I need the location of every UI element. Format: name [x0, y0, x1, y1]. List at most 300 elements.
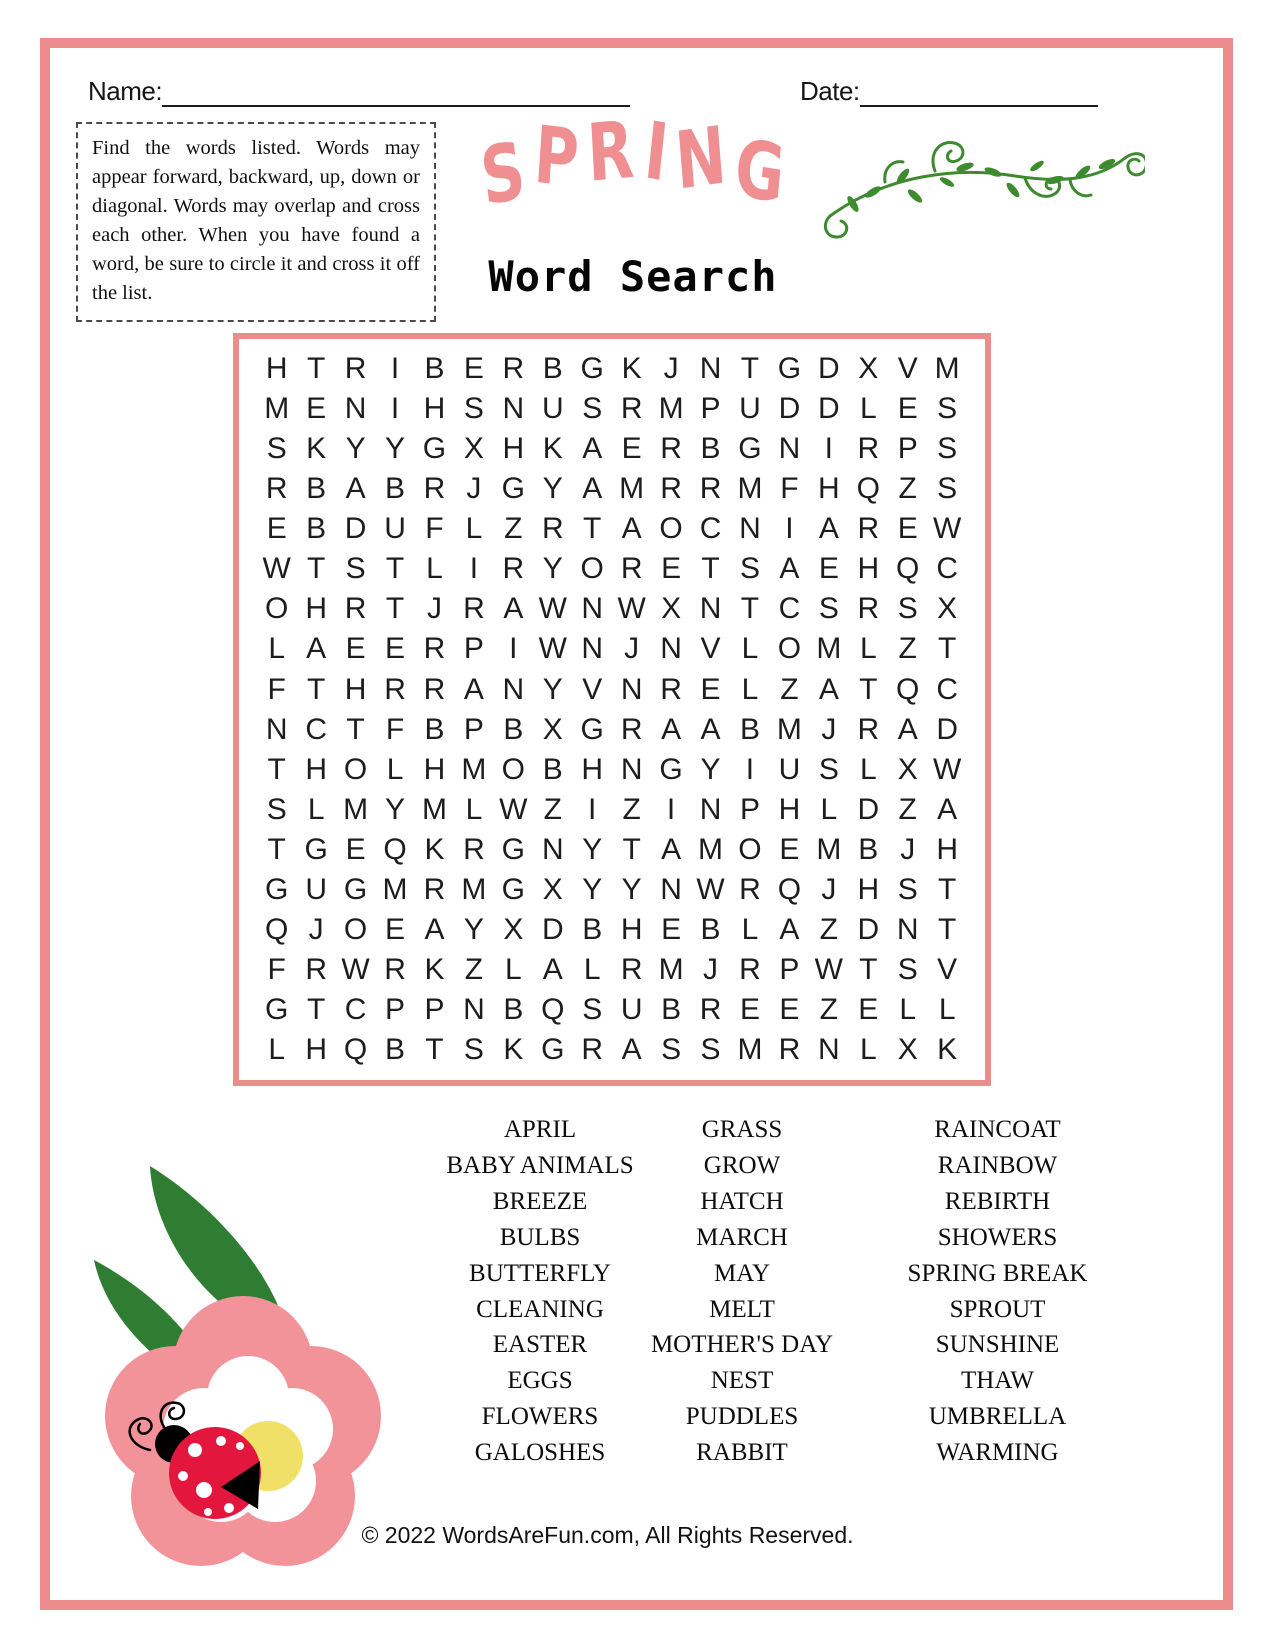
page-subtitle: Word Search [488, 252, 778, 301]
date-input-line[interactable] [860, 81, 1098, 107]
grid-row [257, 670, 967, 710]
grid-letter: K [503, 1033, 524, 1067]
grid-letter: G [501, 872, 526, 906]
grid-letter: N [463, 993, 485, 1027]
grid-letter: H [581, 752, 604, 786]
grid-letter: Q [383, 832, 407, 866]
word-item: MOTHER'S DAY [650, 1331, 834, 1359]
grid-letter: A [621, 512, 642, 546]
grid-letter: M [737, 472, 763, 506]
grid-letter: W [814, 952, 843, 986]
grid-letter: W [262, 552, 291, 586]
grid-letter: P [385, 993, 406, 1027]
grid-letter: D [818, 352, 840, 386]
grid-letter: K [424, 952, 445, 986]
grid-letter: G [501, 472, 526, 506]
grid-letter: R [739, 872, 761, 906]
grid-letter: L [938, 993, 956, 1027]
grid-letter: A [542, 952, 563, 986]
grid-letter: H [818, 472, 840, 506]
grid-letter: E [306, 392, 327, 426]
grid-letter: G [738, 432, 762, 466]
title-letter: G [731, 122, 789, 222]
grid-letter: F [780, 472, 799, 506]
grid-letter: R [463, 592, 485, 626]
grid-letter: L [859, 632, 877, 666]
grid-letter: R [305, 952, 327, 986]
grid-letter: B [700, 912, 721, 946]
grid-letter: C [936, 552, 958, 586]
word-item: GALOSHES [474, 1439, 606, 1467]
grid-letter: B [542, 352, 563, 386]
grid-letter: G [304, 832, 328, 866]
grid-letter: H [265, 352, 288, 386]
grid-letter: U [384, 512, 406, 546]
word-search-grid [233, 333, 991, 1086]
grid-letter: O [343, 752, 368, 786]
grid-letter: B [424, 712, 445, 746]
grid-letter: W [696, 872, 725, 906]
grid-letter: W [341, 952, 370, 986]
grid-letter: X [661, 592, 682, 626]
grid-letter: X [897, 752, 918, 786]
grid-letter: S [582, 392, 603, 426]
name-input-line[interactable] [162, 81, 630, 107]
grid-letter: N [620, 672, 643, 706]
grid-row [257, 830, 967, 870]
grid-letter: K [937, 1033, 958, 1067]
grid-letter: T [306, 993, 326, 1027]
word-item: RAINBOW [937, 1151, 1058, 1179]
grid-letter: L [741, 912, 759, 946]
grid-letter: W [499, 792, 528, 826]
grid-letter: J [426, 592, 442, 626]
grid-letter: R [384, 952, 406, 986]
word-item: BULBS [499, 1223, 581, 1251]
grid-letter: R [344, 352, 367, 386]
word-item: MAY [713, 1259, 771, 1287]
grid-letter: J [703, 952, 719, 986]
grid-letter: S [818, 752, 839, 786]
grid-letter: K [621, 352, 642, 386]
grid-letter: R [699, 472, 722, 506]
grid-letter: I [469, 552, 479, 586]
grid-letter: I [390, 392, 400, 426]
grid-letter: A [306, 632, 327, 666]
grid-letter: E [266, 512, 287, 546]
grid-letter: B [503, 712, 524, 746]
grid-letter: J [308, 912, 324, 946]
grid-letter: R [423, 672, 446, 706]
grid-letter: Z [504, 512, 523, 546]
grid-letter: R [857, 432, 880, 466]
grid-letter: R [699, 993, 722, 1027]
grid-letter: E [818, 552, 839, 586]
word-item: GRASS [701, 1116, 783, 1143]
grid-letter: I [666, 792, 676, 826]
grid-letter: L [859, 752, 877, 786]
grid-letter: H [305, 592, 327, 626]
grid-letter: B [700, 432, 721, 466]
word-item: PUDDLES [685, 1403, 799, 1431]
grid-letter: E [897, 392, 918, 426]
grid-letter: O [659, 512, 683, 546]
grid-letter: N [502, 672, 525, 706]
grid-letter: T [937, 872, 957, 906]
grid-letter: N [778, 432, 801, 466]
grid-letter: A [897, 712, 918, 746]
grid-letter: P [463, 632, 484, 666]
grid-letter: Y [582, 832, 603, 866]
page-title [468, 104, 798, 236]
grid-row [257, 549, 967, 589]
word-item: BREEZE [492, 1187, 588, 1215]
grid-letter: Q [541, 993, 565, 1027]
word-item: CLEANING [476, 1295, 604, 1323]
grid-letter: Y [542, 672, 563, 706]
grid-letter: S [266, 792, 287, 826]
word-item: THAW [961, 1367, 1034, 1395]
grid-letter: S [818, 592, 839, 626]
grid-letter: Y [542, 472, 563, 506]
grid-letter: G [777, 352, 802, 386]
grid-letter: M [658, 952, 684, 986]
grid-letter: B [661, 993, 682, 1027]
name-label: Name: [88, 76, 163, 106]
grid-letter: I [824, 432, 834, 466]
grid-letter: L [741, 632, 759, 666]
grid-letter: E [858, 993, 879, 1027]
grid-letter: E [385, 912, 406, 946]
grid-letter: E [345, 832, 366, 866]
grid-letter: B [385, 472, 406, 506]
grid-letter: Y [385, 792, 406, 826]
grid-letter: R [778, 1033, 801, 1067]
grid-letter: I [588, 792, 597, 826]
grid-letter: C [778, 592, 801, 626]
grid-row [257, 870, 967, 910]
grid-row [257, 710, 967, 750]
grid-letter: H [857, 872, 880, 906]
grid-letter: J [466, 472, 482, 506]
grid-letter: V [700, 632, 721, 666]
grid-letter: K [306, 432, 327, 466]
grid-letter: M [776, 712, 802, 746]
copyright-text: © 2022 WordsAreFun.com, All Rights Reserved. [361, 1522, 854, 1548]
grid-letter: W [932, 512, 962, 546]
grid-letter: M [619, 472, 645, 506]
grid-letter: T [583, 512, 602, 546]
grid-letter: T [267, 832, 286, 866]
grid-letter: L [741, 672, 759, 706]
word-item: SHOWERS [937, 1223, 1058, 1251]
grid-letter: S [937, 392, 958, 426]
grid-letter: P [700, 392, 721, 426]
grid-letter: H [344, 672, 367, 706]
word-item: SPROUT [949, 1295, 1046, 1323]
grid-letter: H [857, 552, 880, 586]
grid-letter: N [660, 632, 682, 666]
grid-letter: X [542, 712, 563, 746]
grid-letter: M [421, 792, 447, 826]
grid-letter: S [937, 432, 958, 466]
grid-row [257, 990, 967, 1030]
grid-row [257, 950, 967, 990]
grid-letter: Z [898, 472, 917, 506]
grid-letter: L [899, 993, 917, 1027]
grid-letter: S [897, 952, 918, 986]
grid-letter: D [541, 912, 564, 946]
grid-letter: R [660, 472, 682, 506]
grid-letter: N [581, 632, 604, 666]
grid-letter: D [936, 712, 958, 746]
grid-letter: T [859, 672, 878, 706]
grid-letter: D [778, 392, 801, 426]
grid-letter: X [542, 872, 563, 906]
grid-letter: N [896, 912, 919, 946]
word-item: EGGS [507, 1367, 573, 1395]
grid-letter: N [699, 792, 722, 826]
title-letter: R [584, 104, 636, 201]
grid-letter: E [463, 352, 484, 386]
grid-letter: P [779, 952, 800, 986]
grid-letter: N [581, 592, 604, 626]
grid-letter: A [779, 912, 800, 946]
grid-letter: E [385, 632, 406, 666]
grid-letter: A [661, 712, 682, 746]
grid-letter: X [858, 352, 879, 386]
word-item: MELT [709, 1295, 775, 1323]
grid-letter: G [580, 352, 604, 386]
word-list-column-3 [876, 1112, 1119, 1471]
grid-letter: B [858, 832, 879, 866]
grid-letter: G [580, 712, 604, 746]
grid-letter: A [700, 712, 721, 746]
grid-letter: S [661, 1033, 682, 1067]
grid-letter: H [502, 432, 525, 466]
grid-letter: R [620, 712, 643, 746]
grid-letter: R [502, 352, 525, 386]
grid-letter: J [821, 872, 837, 906]
grid-letter: G [501, 832, 526, 866]
instructions-box: Find the words listed. Words may appear forward, backward, up, down or diagonal. Words may overlap and cross each other. When you have found a word, be sure to circle it and cross it off the list. [76, 122, 436, 322]
grid-letter: F [385, 712, 405, 746]
word-item: MARCH [696, 1223, 788, 1251]
word-item: SPRING BREAK [907, 1259, 1088, 1287]
grid-letter: T [267, 752, 286, 786]
word-item: BABY ANIMALS [446, 1151, 634, 1179]
date-label: Date: [800, 76, 860, 106]
grid-letter: A [424, 912, 445, 946]
grid-letter: N [265, 712, 288, 746]
grid-letter: B [424, 352, 445, 386]
grid-letter: X [937, 592, 958, 626]
grid-letter: R [541, 512, 564, 546]
grid-letter: R [423, 872, 446, 906]
grid-letter: A [661, 832, 682, 866]
grid-letter: X [897, 1033, 918, 1067]
grid-letter: R [620, 952, 643, 986]
grid-letter: T [937, 912, 957, 946]
grid-letter: H [305, 1033, 327, 1067]
grid-letter: S [937, 472, 958, 506]
date-field-row [800, 76, 1098, 107]
grid-letter: C [344, 993, 367, 1027]
grid-letter: Q [265, 912, 289, 946]
grid-letter: M [934, 352, 960, 386]
grid-letter: E [621, 432, 642, 466]
grid-letter: E [779, 993, 800, 1027]
grid-letter: Q [856, 472, 880, 506]
grid-letter: R [620, 392, 643, 426]
grid-row [257, 589, 967, 629]
grid-letter: R [857, 712, 880, 746]
grid-letter: B [542, 752, 563, 786]
grid-letter: L [859, 392, 877, 426]
grid-letter: U [305, 872, 327, 906]
grid-letter: B [582, 912, 603, 946]
word-item: APRIL [503, 1116, 577, 1143]
grid-letter: A [582, 472, 603, 506]
grid-letter: S [463, 392, 484, 426]
word-item: WARMING [936, 1439, 1059, 1467]
grid-letter: X [503, 912, 524, 946]
grid-letter: N [699, 352, 722, 386]
grid-letter: S [463, 1033, 484, 1067]
grid-letter: T [937, 632, 957, 666]
grid-row [257, 790, 967, 830]
grid-letter: E [779, 832, 800, 866]
grid-letter: N [660, 872, 682, 906]
grid-letter: Z [898, 792, 917, 826]
grid-letter: R [660, 432, 682, 466]
grid-letter: E [345, 632, 366, 666]
grid-letter: T [346, 712, 365, 746]
grid-letter: Y [621, 872, 642, 906]
grid-letter: L [465, 512, 483, 546]
grid-letter: E [661, 552, 682, 586]
grid-letter: Z [819, 993, 838, 1027]
grid-letter: M [382, 872, 408, 906]
grid-letter: S [739, 552, 760, 586]
title-letter: P [530, 109, 581, 207]
grid-letter: M [461, 752, 487, 786]
title-letter: N [672, 109, 730, 209]
grid-letter: P [897, 432, 918, 466]
grid-letter: D [818, 392, 840, 426]
grid-letter: A [621, 1033, 642, 1067]
grid-letter: R [423, 632, 446, 666]
grid-letter: R [857, 592, 880, 626]
grid-letter: D [344, 512, 367, 546]
grid-letter: K [424, 832, 445, 866]
grid-letter: R [581, 1033, 604, 1067]
title-letter: I [640, 104, 673, 201]
grid-letter: W [617, 592, 646, 626]
grid-letter: R [265, 472, 288, 506]
grid-letter: R [502, 552, 525, 586]
grid-letter: M [698, 832, 724, 866]
grid-letter: I [390, 352, 400, 386]
grid-letter: U [739, 392, 761, 426]
grid-letter: V [582, 672, 603, 706]
word-item: REBIRTH [944, 1187, 1051, 1215]
grid-letter: I [745, 752, 755, 786]
grid-letter: B [739, 712, 760, 746]
grid-letter: H [423, 752, 446, 786]
grid-letter: N [344, 392, 367, 426]
grid-letter: T [425, 1033, 444, 1067]
grid-letter: C [699, 512, 722, 546]
grid-letter: Z [898, 632, 917, 666]
grid-letter: H [423, 392, 446, 426]
grid-letter: E [661, 912, 682, 946]
grid-letter: T [740, 352, 760, 386]
grid-letter: V [937, 952, 958, 986]
grid-letter: A [937, 792, 958, 826]
grid-letter: G [265, 993, 289, 1027]
grid-letter: T [740, 592, 760, 626]
grid-letter: T [306, 672, 326, 706]
grid-letter: M [816, 632, 842, 666]
title-block [468, 104, 798, 301]
grid-letter: J [821, 712, 837, 746]
grid-letter: T [385, 552, 405, 586]
grid-letter: J [900, 832, 916, 866]
grid-letter: E [739, 993, 760, 1027]
grid-letter: O [343, 912, 368, 946]
grid-letter: A [818, 672, 839, 706]
word-list-column-2 [632, 1112, 852, 1471]
grid-letter: S [897, 592, 918, 626]
grid-letter: A [818, 512, 839, 546]
grid-letter: W [538, 592, 567, 626]
grid-letter: L [465, 792, 483, 826]
grid-letter: A [463, 672, 484, 706]
word-item: RAINCOAT [934, 1116, 1061, 1143]
grid-letter: G [265, 872, 289, 906]
grid-letter: D [857, 912, 880, 946]
word-item: EASTER [492, 1331, 588, 1359]
flower-illustration [58, 1138, 403, 1568]
grid-letter: R [384, 672, 406, 706]
grid-letter: T [385, 592, 405, 626]
grid-letter: T [306, 352, 326, 386]
grid-letter: L [426, 552, 443, 586]
grid-letter: Y [542, 552, 563, 586]
grid-letter: R [423, 472, 446, 506]
grid-letter: U [778, 752, 801, 786]
grid-letter: I [509, 632, 518, 666]
grid-letter: Y [385, 432, 406, 466]
grid-letter: L [859, 1033, 877, 1067]
vine-icon [815, 118, 1145, 268]
grid-letter: M [816, 832, 842, 866]
grid-letter: Q [343, 1033, 368, 1067]
grid-letter: N [620, 752, 643, 786]
grid-letter: O [738, 832, 762, 866]
grid-letter: O [777, 632, 802, 666]
grid-letter: L [268, 1033, 286, 1067]
grid-letter: S [345, 552, 366, 586]
grid-letter: A [779, 552, 800, 586]
grid-letter: C [305, 712, 327, 746]
grid-letter: C [936, 672, 958, 706]
grid-letter: R [857, 512, 880, 546]
grid-letter: P [424, 993, 445, 1027]
grid-letter: B [385, 1033, 406, 1067]
grid-letter: O [501, 752, 526, 786]
